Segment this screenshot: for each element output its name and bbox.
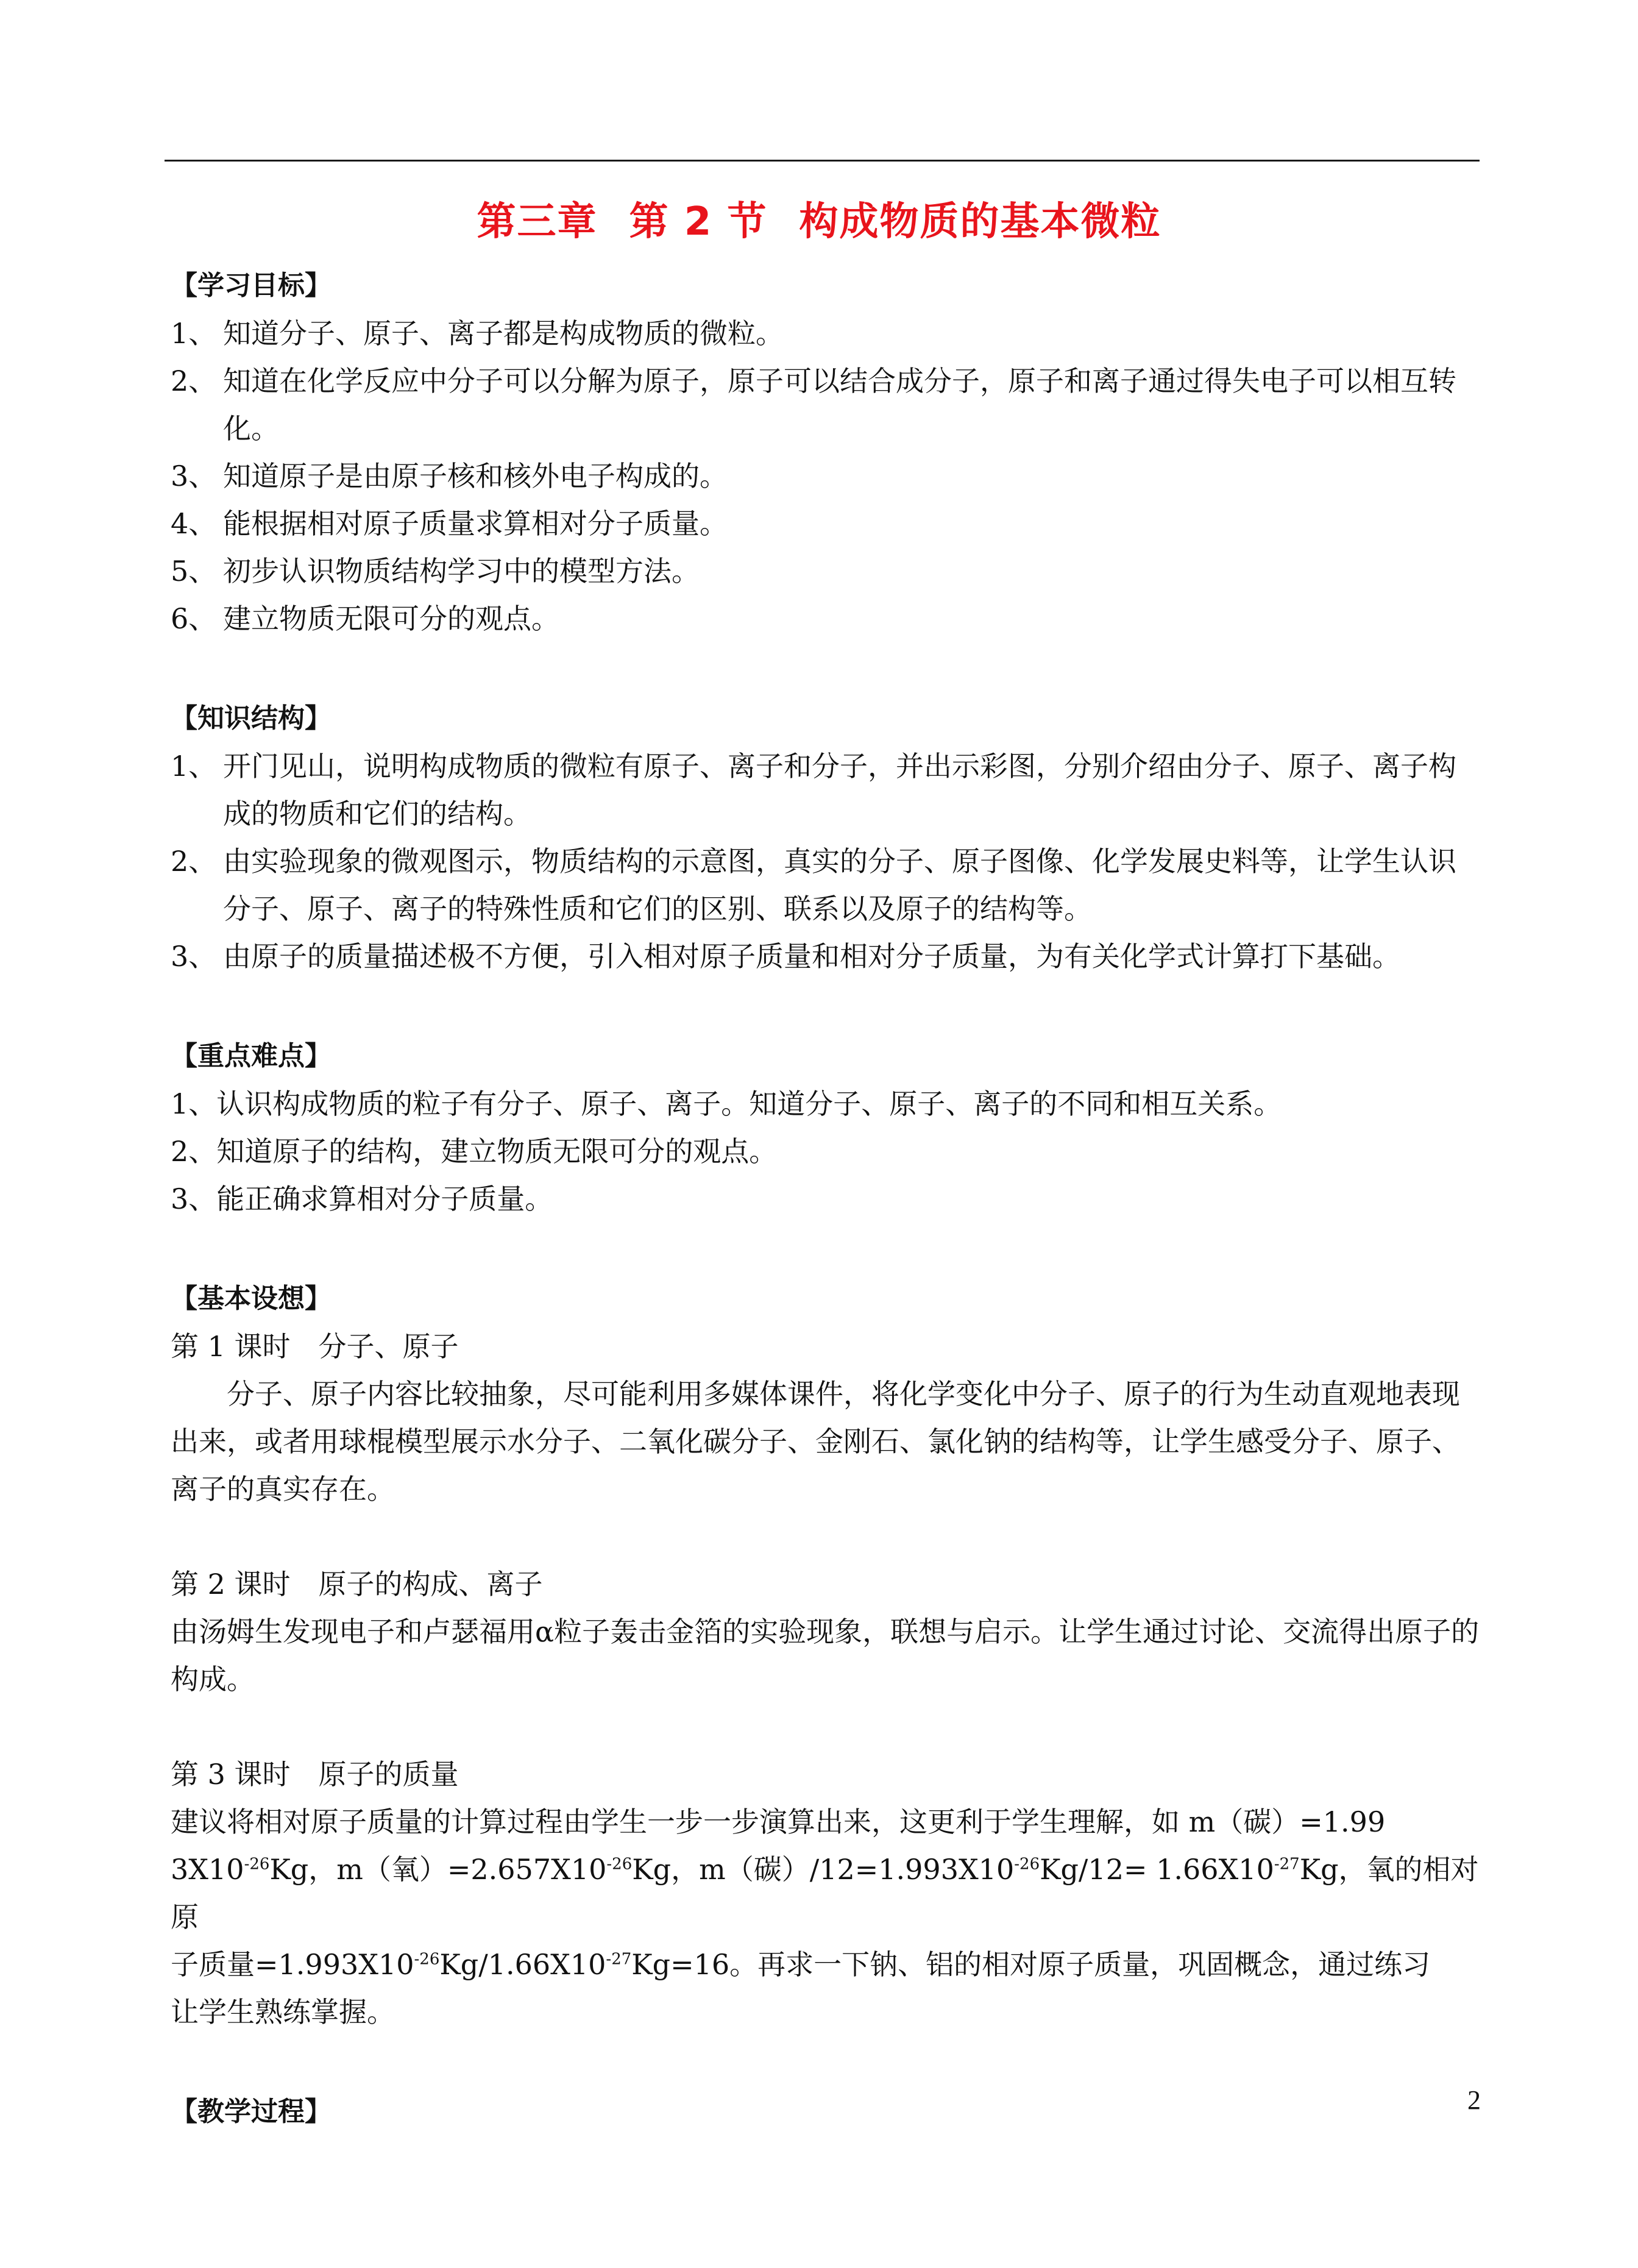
structure-text: 由原子的质量描述极不方便，引入相对原子质量和相对分子质量，为有关化学式计算打下基础。 [223,940,1400,973]
lesson1-title: 第 1 课时 分子、原子 [171,1330,459,1363]
objective-item [171,310,1481,357]
objective-text: 建立物质无限可分的观点。 [223,602,559,635]
objectives-section [171,262,1481,642]
structure-num: 3、 [171,940,217,973]
keypoint-item: 3、能正确求算相对分子质量。 [171,1182,553,1215]
title-section: 第 2 节 [629,199,768,244]
objective-item [171,357,1481,452]
objective-num: 4、 [171,507,217,540]
lesson3-line4: 让学生熟练掌握。 [171,1996,395,2028]
page-title [0,190,1638,246]
lesson3-title: 第 3 课时 原子的质量 [171,1758,459,1791]
objectives-heading: 【学习目标】 [171,270,332,301]
objective-item [171,500,1481,547]
keypoints-heading: 【重点难点】 [171,1040,332,1072]
keypoints-section [171,1033,1481,1223]
objective-item [171,547,1481,595]
lesson3-line3: 子质量$=1.993X10^{-26}Kg/1.66X10^{-27}Kg=16$。再求一下钠、铝的相对原子质量，巩固概念，通过练习 [171,1948,1431,1981]
objective-num: 1、 [171,317,217,350]
objective-text: 能根据相对原子质量求算相对分子质量。 [223,507,728,540]
process-section [171,2088,1481,2136]
lesson3-line1: 建议将相对原子质量的计算过程由学生一步一步演算出来，这更利于学生理解，如 m（碳）=1.99 [171,1805,1386,1838]
keypoint-item: 2、知道原子的结构，建立物质无限可分的观点。 [171,1135,778,1168]
lesson2-title: 第 2 课时 原子的构成、离子 [171,1568,543,1601]
structure-num: 2、 [171,845,217,878]
header-rule [165,160,1480,162]
structure-item [171,837,1481,933]
structure-section [171,695,1481,980]
objective-text: 知道在化学反应中分子可以分解为原子，原子可以结合成分子，原子和离子通过得失电子可以相互转化。 [223,364,1456,445]
keypoint-item: 1、认识构成物质的粒子有分子、原子、离子。知道分子、原子、离子的不同和相互关系。 [171,1087,1282,1120]
lesson2-body: 由汤姆生发现电子和卢瑟福用α粒子轰击金箔的实验现象，联想与启示。让学生通过讨论、交流得出原子的构成。 [171,1615,1480,1696]
structure-num: 1、 [171,750,217,783]
structure-text: 由实验现象的微观图示，物质结构的示意图，真实的分子、原子图像、化学发展史料等，让学生认识分子、原子、离子的特殊性质和它们的区别、联系以及原子的结构等。 [223,845,1456,925]
title-chapter: 第三章 [477,199,598,244]
structure-item [171,933,1481,980]
objective-num: 5、 [171,555,217,588]
page-number: 2 [1467,2085,1481,2115]
process-heading: 【教学过程】 [171,2096,332,2127]
title-topic: 构成物质的基本微粒 [799,199,1161,244]
objective-item [171,452,1481,500]
lesson3-line2: $3X10^{-26}Kg$，m（氧）$=2.657X10^{-26}Kg$，m（碳）$/12=1.993X10^{-26}Kg/12= 1.66X10^{-27}Kg$，氧的相对原 [171,1853,1479,1933]
objective-text: 知道分子、原子、离子都是构成物质的微粒。 [223,317,784,350]
objective-text: 初步认识物质结构学习中的模型方法。 [223,555,700,588]
document-body [171,262,1481,2188]
design-section [171,1275,1481,2036]
objective-text: 知道原子是由原子核和核外电子构成的。 [223,460,728,492]
structure-item [171,742,1481,837]
structure-heading: 【知识结构】 [171,703,332,734]
design-heading: 【基本设想】 [171,1283,332,1314]
objective-item [171,595,1481,642]
structure-text: 开门见山，说明构成物质的微粒有原子、离子和分子，并出示彩图，分别介绍由分子、原子、离子构成的物质和它们的结构。 [223,750,1456,830]
lesson1-body: 分子、原子内容比较抽象，尽可能利用多媒体课件，将化学变化中分子、原子的行为生动直观地表现出来，或者用球棍模型展示水分子、二氧化碳分子、金刚石、氯化钠的结构等，让学生感受分子、原子、离子的真实存在。 [171,1378,1460,1505]
objective-num: 2、 [171,364,217,397]
objective-num: 3、 [171,460,217,492]
objective-num: 6、 [171,602,217,635]
